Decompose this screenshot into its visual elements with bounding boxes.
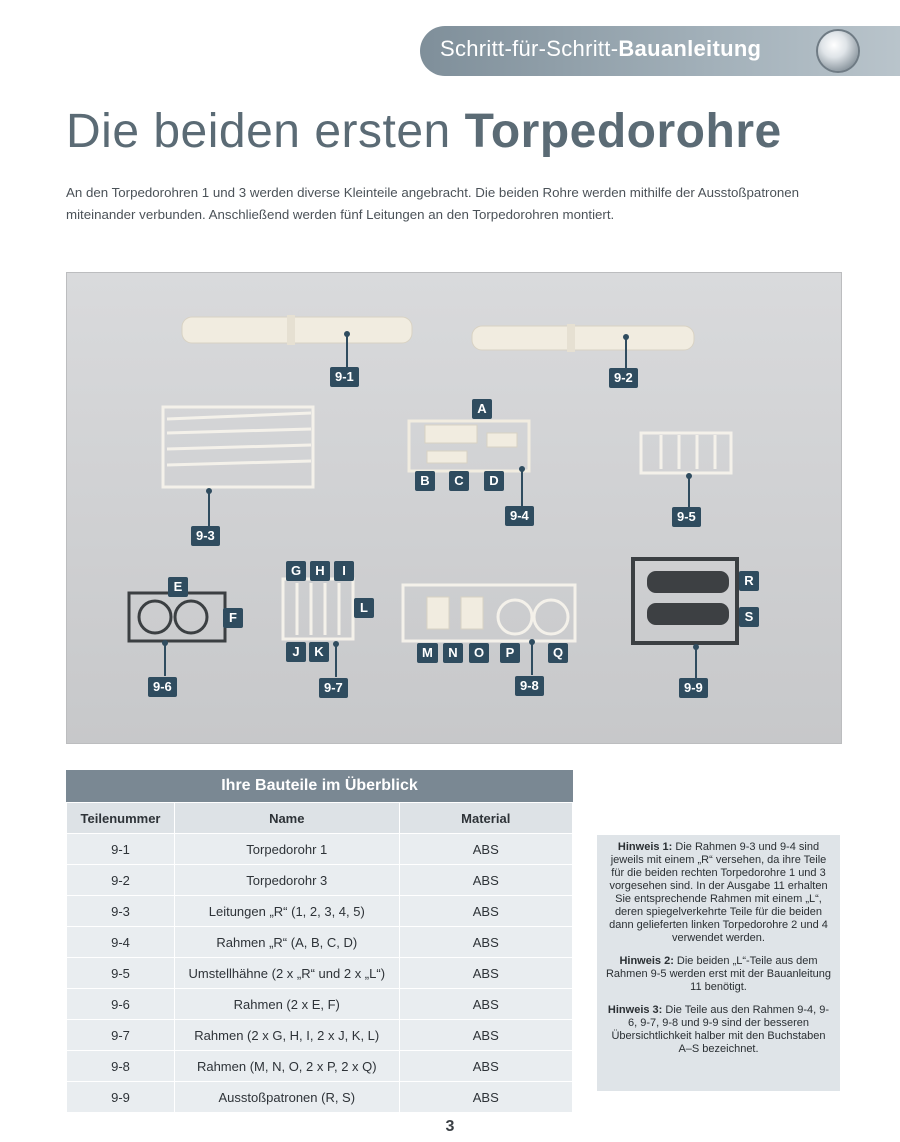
table-row: [67, 1020, 573, 1051]
column-header: Name: [175, 803, 399, 834]
chrome-ball-icon: [818, 31, 858, 71]
note-label: Hinweis 1:: [617, 841, 673, 853]
sprue-9-7: [283, 579, 353, 639]
sprue-9-9: [633, 559, 737, 643]
label-Q: Q: [548, 643, 568, 663]
cell-material: ABS: [399, 1020, 573, 1051]
label-E: E: [168, 577, 188, 597]
parts-illustration: [67, 273, 841, 743]
cell-name: Leitungen „R“ (1, 2, 3, 4, 5): [175, 896, 399, 927]
label-9-5: 9-5: [672, 507, 701, 527]
cell-part-number: 9-4: [67, 927, 175, 958]
leader-line: [695, 648, 697, 678]
cell-part-number: 9-6: [67, 989, 175, 1020]
label-F: F: [223, 608, 243, 628]
table-row: [67, 958, 573, 989]
note-3: [605, 1004, 832, 1056]
label-B: B: [415, 471, 435, 491]
cell-name: Torpedorohr 1: [175, 834, 399, 865]
label-9-6: 9-6: [148, 677, 177, 697]
sprue-9-4: [409, 421, 529, 471]
cell-material: ABS: [399, 1051, 573, 1082]
cell-name: Ausstoßpatronen (R, S): [175, 1082, 399, 1113]
torpedo-tube-9-1: [182, 315, 412, 345]
label-D: D: [484, 471, 504, 491]
leader-line: [688, 477, 690, 507]
notes-box: [597, 835, 840, 1091]
leader-line: [625, 338, 627, 368]
label-O: O: [469, 643, 489, 663]
cell-material: ABS: [399, 989, 573, 1020]
cell-name: Rahmen (M, N, O, 2 x P, 2 x Q): [175, 1051, 399, 1082]
table-row: [67, 927, 573, 958]
cell-material: ABS: [399, 865, 573, 896]
header-title: Schritt-für-Schritt-Bauanleitung: [440, 36, 762, 61]
label-J: J: [286, 642, 306, 662]
table-row: [67, 1082, 573, 1113]
parts-table-title: Ihre Bauteile im Überblick: [66, 770, 573, 802]
sprue-9-5: [641, 433, 731, 473]
note-label: Hinweis 3:: [607, 1004, 663, 1016]
note-text: Die Rahmen 9-3 und 9-4 sind jeweils mit einem „R“ versehen, da ihre Teile für die beiden rechten Torpedorohre 1 und 3 vorgesehen sind. In der Ausgabe 11 erhalten Sie entsprechende Rahmen mit einem „L“, deren spiegelverkehrte Teile für die beiden dann gelieferten linken Torpedorohre 2 und 4 verwendet werden.: [609, 841, 828, 944]
column-header: Teilenummer: [67, 803, 175, 834]
table-row: [67, 865, 573, 896]
cell-name: Umstellhähne (2 x „R“ und 2 x „L“): [175, 958, 399, 989]
page-title: Die beiden ersten Torpedorohre: [66, 105, 782, 158]
label-G: G: [286, 561, 306, 581]
label-A: A: [472, 399, 492, 419]
cell-part-number: 9-7: [67, 1020, 175, 1051]
column-header: Material: [399, 803, 573, 834]
cell-name: Rahmen (2 x G, H, I, 2 x J, K, L): [175, 1020, 399, 1051]
label-9-3: 9-3: [191, 526, 220, 546]
cell-name: Rahmen „R“ (A, B, C, D): [175, 927, 399, 958]
sprue-9-8: [403, 585, 575, 641]
cell-material: ABS: [399, 927, 573, 958]
cell-material: ABS: [399, 896, 573, 927]
cell-part-number: 9-3: [67, 896, 175, 927]
label-M: M: [417, 643, 438, 663]
label-9-4: 9-4: [505, 506, 534, 526]
parts-photo: [66, 272, 842, 744]
sprue-9-3: [163, 407, 313, 487]
label-L: L: [354, 598, 374, 618]
label-9-9: 9-9: [679, 678, 708, 698]
table-row: [67, 1051, 573, 1082]
cell-material: ABS: [399, 834, 573, 865]
table-row: [67, 834, 573, 865]
note-1: [605, 841, 832, 945]
label-K: K: [309, 642, 329, 662]
label-I: I: [334, 561, 354, 581]
leader-line: [521, 470, 523, 506]
intro-text: An den Torpedorohren 1 und 3 werden diverse Kleinteile angebracht. Die beiden Rohre werden mithilfe der Ausstoßpatronen miteinander verbunden. Anschließend werden fünf Leitungen an den Torpedorohren montiert.: [66, 185, 800, 222]
label-9-8: 9-8: [515, 676, 544, 696]
cell-part-number: 9-2: [67, 865, 175, 896]
leader-line: [531, 643, 533, 675]
leader-line: [164, 644, 166, 676]
label-9-1: 9-1: [330, 367, 359, 387]
cell-name: Rahmen (2 x E, F): [175, 989, 399, 1020]
label-H: H: [310, 561, 330, 581]
label-P: P: [500, 643, 520, 663]
sprue-9-6: [129, 593, 225, 641]
torpedo-tube-9-2: [472, 324, 694, 352]
label-9-2: 9-2: [609, 368, 638, 388]
parts-table-grid: [66, 802, 573, 1113]
cell-part-number: 9-9: [67, 1082, 175, 1113]
cell-material: ABS: [399, 958, 573, 989]
label-S: S: [739, 607, 759, 627]
leader-line: [335, 645, 337, 677]
parts-table: [66, 770, 573, 1113]
note-text: Die beiden „L“-Teile aus dem Rahmen 9-5 werden erst mit der Bauanleitung 11 benötigt.: [605, 955, 831, 993]
page-number: 3: [445, 1118, 455, 1135]
label-N: N: [443, 643, 463, 663]
cell-part-number: 9-1: [67, 834, 175, 865]
note-2: [605, 955, 832, 994]
cell-part-number: 9-8: [67, 1051, 175, 1082]
table-row: [67, 896, 573, 927]
table-row: [67, 989, 573, 1020]
leader-line: [346, 335, 348, 367]
note-label: Hinweis 2:: [619, 955, 674, 967]
cell-part-number: 9-5: [67, 958, 175, 989]
label-R: R: [739, 571, 759, 591]
leader-line: [208, 492, 210, 526]
table-header-row: [67, 803, 573, 834]
label-9-7: 9-7: [319, 678, 348, 698]
label-C: C: [449, 471, 469, 491]
cell-name: Torpedorohr 3: [175, 865, 399, 896]
note-text: Die Teile aus den Rahmen 9-4, 9-6, 9-7, 9-8 und 9-9 sind der besseren Übersichtlichkeit halber mit den Buchstaben A–S bezeichnet.: [611, 1004, 830, 1055]
cell-material: ABS: [399, 1082, 573, 1113]
